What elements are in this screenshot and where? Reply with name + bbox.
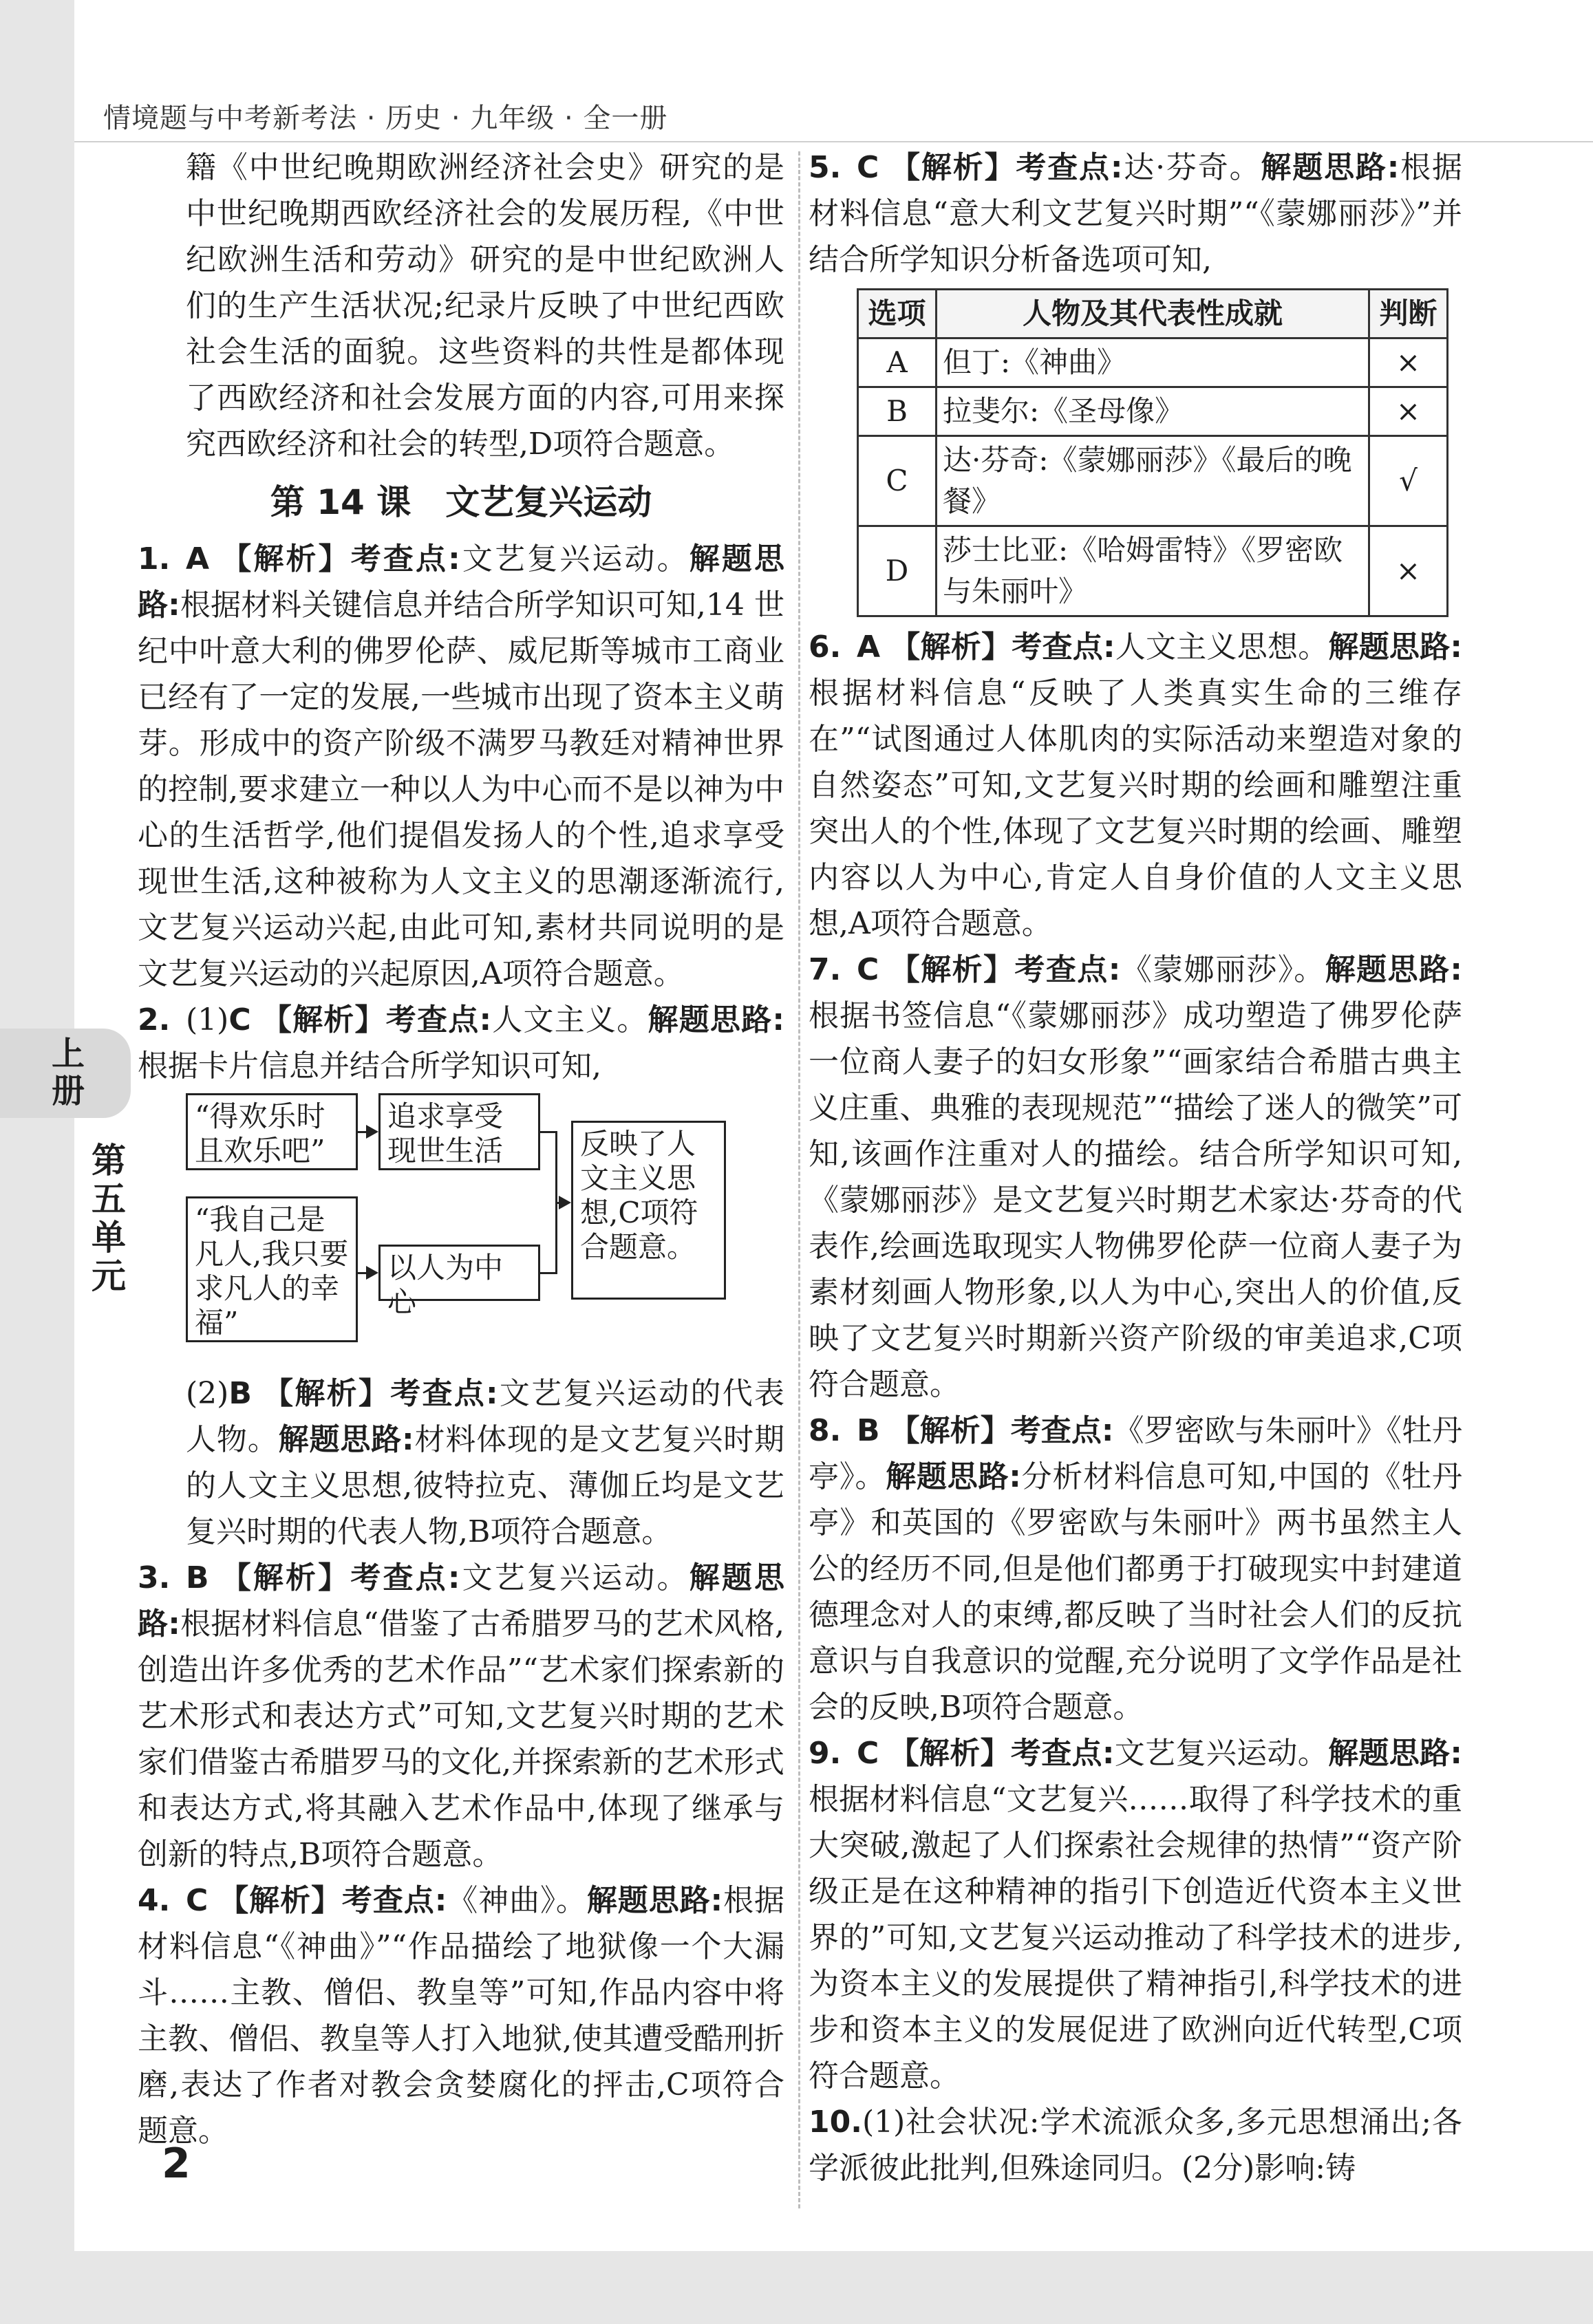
q6-answer: A [857,630,881,665]
q8-number: 8. [809,1413,842,1448]
continued-answer: 籍《中世纪晚期欧洲经济社会史》研究的是中世纪晚期西欧经济社会的发展历程,《中世纪欧洲生活和劳动》研究的是中世纪欧洲人们的生产生活状况;纪录片反映了中世纪西欧社会生活的面貌。这些资料的共性是都体现了西欧经济和社会发展方面的内容,可用来探究西欧经济和社会的转型,D项符合题意。 [186,150,784,462]
table-header-achievement: 人物及其代表性成就 [937,290,1369,338]
q6-number: 6. [809,630,842,665]
q3-number: 3. [138,1560,171,1595]
table-header-row [858,290,1448,338]
q8-idea-label: 解题思路: [886,1459,1021,1494]
question-5 [809,144,1462,283]
question-8 [809,1408,1462,1730]
q4-kp: 《神曲》。 [447,1883,587,1918]
q7-kp-label: 考查点: [1014,952,1121,987]
q2-part1: (1) [186,1002,229,1037]
connector-bottom [540,1272,557,1274]
question-7 [809,947,1462,1408]
table-cell-option: B [858,387,937,436]
table-cell-option: C [858,436,937,526]
q8-answer: B [857,1413,880,1448]
question-2-part2 [138,1370,784,1555]
diagram-box-human-center: 以人为中心 [378,1245,540,1301]
q9-kp: 文艺复兴运动。 [1114,1736,1329,1771]
table-header-option: 选项 [858,290,937,338]
q9-idea-label: 解题思路: [1328,1736,1462,1771]
question-10 [809,2099,1462,2191]
q5-number: 5. [809,150,842,185]
q6-kp: 人文主义思想。 [1115,630,1329,665]
q2-text: 根据卡片信息并结合所学知识可知, [138,1048,601,1084]
q2-text2: 材料体现的是文艺复兴时期的人文主义思想,彼特拉克、薄伽丘均是文艺复兴时期的代表人物,B项符合题意。 [186,1422,784,1549]
q3-kp-label: 考查点: [350,1560,460,1595]
q9-kp-label: 考查点: [1010,1736,1115,1771]
table-cell-option: D [858,526,937,616]
q3-text: 根据材料信息“借鉴了古希腊罗马的艺术风格,创造出许多优秀的艺术作品”“艺术家们探索新的艺术形式和表达方式”可知,文艺复兴时期的艺术家们借鉴古希腊罗马的文化,并探索新的艺术形式和表达方式,将其融入艺术作品中,体现了继承与创新的特点,B项符合题意。 [138,1606,784,1872]
q2-diagram [186,1093,784,1365]
q2-kp: 人文主义。 [491,1002,648,1037]
question-9 [809,1730,1462,2099]
table-row [858,436,1448,526]
diagram-box-conclusion: 反映了人文主义思想,C项符合题意。 [571,1121,726,1300]
q4-tag: 【解析】 [218,1883,342,1918]
q3-kp: 文艺复兴运动。 [460,1560,689,1595]
header-rule [74,141,1593,142]
question-2 [138,997,784,1089]
question-6 [809,624,1462,947]
q1-kp-label: 考查点: [350,541,460,577]
q9-answer: C [857,1736,879,1771]
q2-kp2-label: 考查点: [390,1376,498,1411]
diagram-box-quote1: “得欢乐时且欢乐吧” [186,1093,358,1170]
q5-idea-label: 解题思路: [1261,150,1400,185]
q9-text: 根据材料信息“文艺复兴……取得了科学技术的重大突破,激起了人们探索社会规律的热情”“资产阶级正是在这种精神的指引下创造近代资本主义世界的”可知,文艺复兴运动推动了科学技术的进步,为资本主义的发展提供了精神指引,科学技术的进步和资本主义的发展促进了欧洲向近代转型,C项符合题意。 [809,1782,1462,2094]
q8-kp: 《罗密欧与朱丽叶》《牡丹亭》。 [809,1413,1462,1494]
table-cell-achievement: 拉斐尔:《圣母像》 [937,387,1369,436]
q8-tag: 【解析】 [889,1413,1011,1448]
q2-tag2: 【解析】 [263,1376,391,1411]
page-header: 情境题与中考新考法 · 历史 · 九年级 · 全一册 [103,103,668,134]
table-cell-option: A [858,338,937,387]
q1-text: 根据材料关键信息并结合所学知识可知,14 世纪中叶意大利的佛罗伦萨、威尼斯等城市工商业已经有了一定的发展,一些城市出现了资本主义萌芽。形成中的资产阶级不满罗马教廷对精神世界的控制,要求建立一种以人为中心而不是以神为中心的生活哲学,他们提倡发扬人的个性,追求享受现世生活,这种被称为人文主义的思潮逐渐流行,文艺复兴运动兴起,由此可知,素材共同说明的是文艺复兴运动的兴起原因,A项符合题意。 [138,588,785,991]
q5-text: 根据材料信息“意大利文艺复兴时期”“《蒙娜丽莎》”并结合所学知识分析备选项可知, [809,150,1462,277]
table-row [858,526,1448,616]
q3-idea-label: 解题思路: [138,1560,785,1642]
q7-number: 7. [809,952,842,987]
table-cell-judgement: × [1369,387,1448,436]
q7-kp: 《蒙娜丽莎》。 [1120,952,1325,987]
q2-kp2: 文艺复兴运动的代表人物。 [186,1376,784,1457]
table-cell-achievement: 达·芬奇:《蒙娜丽莎》《最后的晚餐》 [937,436,1369,526]
q4-text: 根据材料信息“《神曲》”“作品描绘了地狱像一个大漏斗……主教、僧侣、教皇等”可知,作品内容中将主教、僧侣、教皇等人打入地狱,使其遭受酷刑折磨,表达了作者对教会贪婪腐化的抨击,C项符合题意。 [138,1883,784,2149]
q2-idea-label: 解题思路: [648,1002,784,1037]
table-row [858,338,1448,387]
q1-kp: 文艺复兴运动。 [460,541,689,577]
q7-idea-label: 解题思路: [1325,952,1462,987]
lesson-title: 第 14 课 文艺复兴运动 [270,482,652,522]
q1-tag: 【解析】 [221,541,351,577]
unit-label: 第五单元 [86,1142,126,1296]
q4-answer: C [186,1883,209,1918]
q4-number: 4. [138,1883,171,1918]
volume-tab: 上册 [0,1029,131,1118]
table-cell-achievement: 莎士比亚:《哈姆雷特》《罗密欧与朱丽叶》 [937,526,1369,616]
q2-answer: C [228,1002,251,1037]
diagram-box-pursue: 追求享受现世生活 [378,1093,540,1170]
q7-text: 根据书签信息“《蒙娜丽莎》成功塑造了佛罗伦萨一位商人妻子的妇女形象”“画家结合希腊古典主义庄重、典雅的表现规范”“描绘了迷人的微笑”可知,该画作注重对人的描绘。结合所学知识可知,《蒙娜丽莎》是文艺复兴时期艺术家达·芬奇的代表作,绘画选取现实人物佛罗伦萨一位商人妻子为素材刻画人物形象,以人为中心,突出人的价值,反映了文艺复兴时期新兴资产阶级的审美追求,C项符合题意。 [809,998,1463,1402]
q2-tag: 【解析】 [261,1002,386,1037]
q9-tag: 【解析】 [888,1736,1011,1771]
q7-answer: C [857,952,879,987]
table-cell-judgement: × [1369,526,1448,616]
left-column [138,144,784,2154]
q4-kp-label: 考查点: [341,1883,447,1918]
q6-text: 根据材料信息“反映了人类真实生命的三维存在”“试图通过人体肌肉的实际活动来塑造对象的自然姿态”可知,文艺复兴时期的绘画和雕塑注重突出人的个性,体现了文艺复兴时期的绘画、雕塑内容以人为中心,肯定人自身价值的人文主义思想,A项符合题意。 [809,676,1462,941]
table-row [858,387,1448,436]
table-cell-judgement: × [1369,338,1448,387]
arrow-head-2 [366,1266,378,1280]
question-4 [138,1878,784,2154]
diagram-box-quote2: “我自己是凡人,我只要求凡人的幸福” [186,1196,358,1342]
q5-option-table [857,288,1448,617]
q8-kp-label: 考查点: [1010,1413,1114,1448]
question-1 [138,536,784,997]
arrow-head-3 [559,1196,571,1209]
arrow-head-1 [366,1125,378,1139]
q1-number: 1. [138,541,171,577]
q5-tag: 【解析】 [890,150,1016,185]
table-header-judgement: 判断 [1369,290,1448,338]
q6-tag: 【解析】 [890,630,1012,665]
q1-answer: A [186,541,210,577]
column-divider [798,151,800,2208]
q10-number: 10. [809,2105,862,2140]
table-cell-achievement: 但丁:《神曲》 [937,338,1369,387]
q2-kp-label: 考查点: [385,1002,492,1037]
question-3 [138,1555,784,1878]
q3-tag: 【解析】 [220,1560,351,1595]
q6-idea-label: 解题思路: [1328,630,1462,665]
connector-top [540,1131,557,1133]
q6-kp-label: 考查点: [1012,630,1115,665]
q8-text: 分析材料信息可知,中国的《牡丹亭》和英国的《罗密欧与朱丽叶》两书虽然主人公的经历不同,但是他们都勇于打破现实中封建道德理念对人的束缚,都反映了当时社会人们的反抗意识与自我意识的觉醒,充分说明了文学作品是社会的反映,B项符合题意。 [809,1459,1462,1725]
q10-text: (1)社会状况:学术流派众多,多元思想涌出;各学派彼此批判,但殊途同归。(2分)影响:铸 [809,2105,1462,2186]
q9-number: 9. [809,1736,842,1771]
q4-idea-label: 解题思路: [586,1883,723,1918]
right-column [809,144,1462,2191]
q2-answer2: B [228,1376,252,1411]
q3-answer: B [186,1560,209,1595]
q2-number: 2. [138,1002,171,1037]
q5-kp: 达·芬奇。 [1122,150,1261,185]
q5-answer: C [857,150,879,185]
q5-kp-label: 考查点: [1016,150,1123,185]
table-cell-judgement: √ [1369,436,1448,526]
page-number: 2 [162,2140,191,2188]
q2-part2: (2) [186,1376,229,1411]
q1-idea-label: 解题思路: [138,541,785,623]
q7-tag: 【解析】 [889,952,1015,987]
q2-idea2-label: 解题思路: [278,1422,414,1457]
